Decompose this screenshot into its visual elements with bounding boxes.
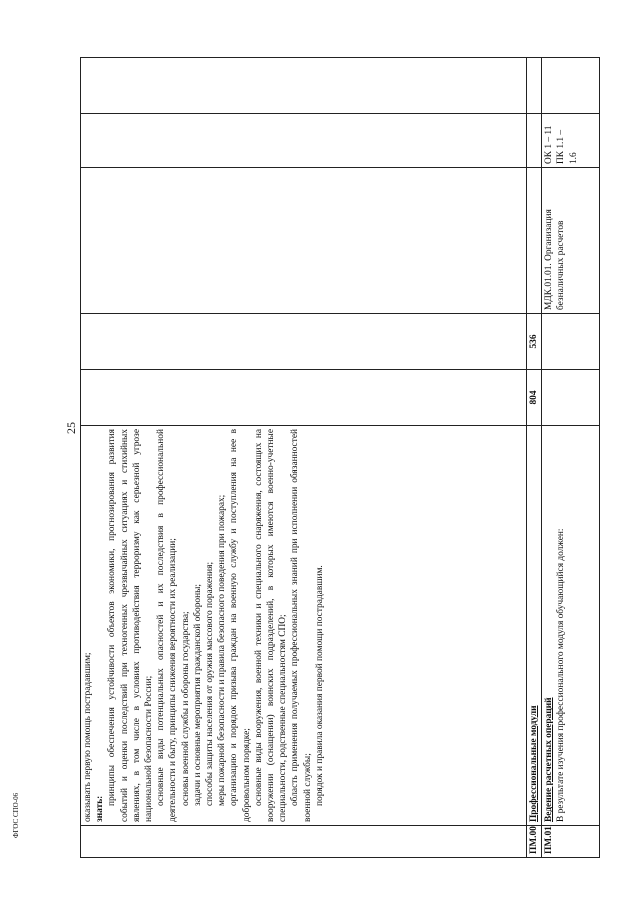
pm01-mdk: МДК.01.01. Организация безналичных расчетов [542, 168, 600, 314]
curriculum-table [80, 57, 600, 858]
pm01-content [542, 426, 600, 826]
hours-max-cell-empty [81, 370, 527, 426]
know-item: основы военной службы и обороны государства; [180, 611, 191, 806]
mdk-cell-empty [81, 168, 527, 314]
table-row-pm00 [527, 58, 542, 858]
pm00-code: ПМ.00 [527, 826, 542, 858]
content-cell [81, 426, 527, 826]
rotated-page [80, 58, 600, 858]
pm01-code: ПМ.01 [542, 826, 600, 858]
pm01-competencies: ОК 1 – 11 ПК 1.1 – 1.6 [542, 114, 600, 168]
page-number: 25 [64, 422, 78, 434]
pm01-intro: В результате изучения профессионального модуля обучающийся должен: [556, 528, 567, 822]
know-item: способы защиты населения от оружия массового поражения; [205, 561, 216, 806]
know-item: организацию и порядок призыва граждан на военную службу и поступления на нее в добровольном порядке; [229, 429, 252, 822]
pm00-title: Профессиональные модули [527, 426, 542, 826]
pm00-mdk-empty [527, 168, 542, 314]
know-item: порядок и правила оказания первой помощи пострадавшим. [314, 565, 325, 806]
table-row-continuation [81, 58, 527, 858]
hours-mandatory-cell-empty [81, 314, 527, 370]
know-heading: знать: [95, 795, 106, 822]
know-item: основные виды вооружения, военной техники и специального снаряжения, состоящих на вооружении (оснащении) воинских подразделений, в которых имеются военно-учетные специальности, родственные специальностям СПО; [253, 429, 289, 822]
pm00-hours-mandatory: 536 [527, 314, 542, 370]
extra-cell-empty [81, 58, 527, 114]
pm00-extra-empty [527, 58, 542, 114]
code-cell-empty [81, 826, 527, 858]
first-line: оказывать первую помощь пострадавшим; [83, 652, 93, 822]
know-item: меры пожарной безопасности и правила безопасного поведения при пожарах; [217, 494, 228, 806]
pm00-competency-empty [527, 114, 542, 168]
pm00-hours-max: 804 [527, 370, 542, 426]
competency-cell-empty [81, 114, 527, 168]
know-item: задачи и основные мероприятия гражданской обороны; [192, 583, 203, 806]
know-item: основные виды потенциальных опасностей и их последствия в профессиональной деятельности и быту, принципы снижения вероятности их реализации; [156, 429, 179, 822]
pm01-hours-mandatory-empty [542, 314, 600, 370]
footer-mark: ФГОС СПО-06 [12, 792, 20, 838]
pm01-hours-max-empty [542, 370, 600, 426]
table-row-pm01 [542, 58, 600, 858]
pm01-extra-empty [542, 58, 600, 114]
pm01-title: Ведение расчетных операций [544, 697, 555, 822]
know-item: область применения получаемых профессиональных знаний при исполнении обязанностей военной службы; [290, 429, 313, 822]
know-item: принципы обеспечения устойчивости объектов экономики, прогнозирования развития событий и оценки последствий при техногенных чрезвычайных ситуациях и стихийных явлениях, в том числе в условиях противодействия терроризму как серьезной угрозе национальной безопасности России; [107, 429, 155, 822]
